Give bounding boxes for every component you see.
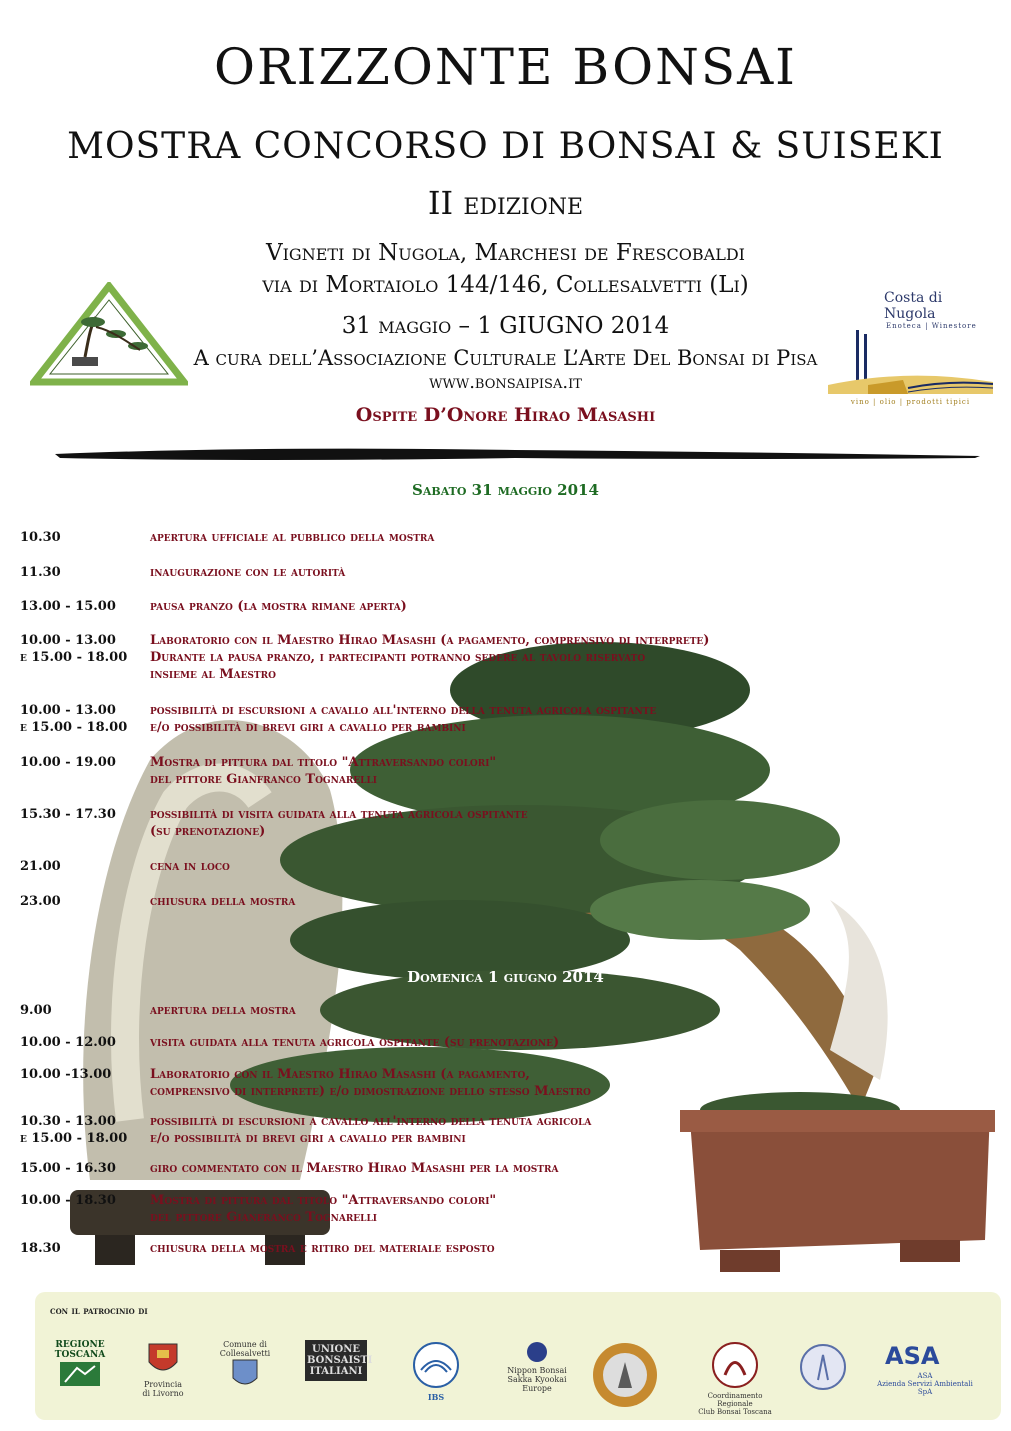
event-description: Mostra di pittura dal titolo "Attraversando colori" del pittore Gianfranco Tognarelli	[150, 1193, 497, 1225]
event-time: 11.30	[20, 565, 61, 580]
event-time: 10.00 - 13.00 e 15.00 - 18.00	[20, 703, 128, 735]
dates: 31 maggio – 1 GIUGNO 2014	[341, 313, 670, 339]
event-description: apertura ufficiale al pubblico della mostra	[150, 530, 435, 545]
sponsor-name: ASA Azienda Servizi Ambientali SpA	[877, 1372, 973, 1396]
event-time: 21.00	[20, 859, 61, 874]
event-time: 13.00 - 15.00	[20, 599, 116, 614]
event-time: 10.00 -13.00	[20, 1067, 112, 1082]
sponsor-regione-toscana	[50, 1340, 110, 1390]
sponsor-provincia-livorno	[138, 1340, 188, 1398]
sponsor-coordinamento-toscana	[690, 1340, 780, 1416]
costa-di-nugola-logo	[828, 290, 993, 406]
event-description: Laboratorio con il Maestro Hirao Masashi (a pagamento, comprensivo di interprete) e/o dimostrazione dello stesso Maestro	[150, 1067, 591, 1099]
aias-logo-icon	[590, 1340, 660, 1410]
event-description: giro commentato con il Maestro Hirao Masashi per la mostra	[150, 1161, 559, 1176]
event-time: 23.00	[20, 894, 61, 909]
sponsor-unione-bonsaisti	[305, 1340, 373, 1381]
event-description: possibilità di escursioni a cavallo all'interno della tenuta agricola ospitante e/o possibilità di brevi giri a cavallo per bambini	[150, 703, 657, 735]
event-time: 15.30 - 17.30	[20, 807, 116, 822]
saturday-heading: Sabato 31 maggio 2014	[412, 481, 599, 499]
event-description: visita guidata alla tenuta agricola ospitante (su prenotazione)	[150, 1035, 560, 1050]
sponsor-comune-collesalvetti	[218, 1340, 272, 1392]
sponsor-asa	[875, 1340, 975, 1396]
event-time: 18.30	[20, 1241, 61, 1256]
event-time: 10.30	[20, 530, 61, 545]
event-time: 9.00	[20, 1003, 52, 1018]
sponsor-name: Comune di Collesalvetti	[219, 1340, 271, 1358]
sponsor-nippon-bonsai	[502, 1340, 572, 1393]
patronage-label: con il patrocinio di	[50, 1306, 148, 1317]
svg-text:ASA: ASA	[885, 1342, 940, 1370]
sponsor-name: Nippon Bonsai Sakka Kyookai Europe	[507, 1366, 567, 1393]
event-description: Laboratorio con il Maestro Hirao Masashi (a pagamento, comprensivo di interprete) Durante la pausa pranzo, i partecipanti potranno sedere al tavolo riservato insieme al Maestro	[150, 633, 710, 682]
coat-of-arms-icon	[143, 1340, 183, 1378]
ibs-logo-icon	[403, 1340, 469, 1390]
sunday-heading: Domenica 1 giugno 2014	[407, 968, 604, 986]
website[interactable]: www.bonsaipisa.it	[429, 372, 582, 393]
poster-subtitle: MOSTRA CONCORSO DI BONSAI & SUISEKI	[67, 126, 944, 167]
sponsor-badge	[795, 1340, 851, 1396]
event-description: pausa pranzo (la mostra rimane aperta)	[150, 599, 407, 614]
bonsai-triangle-logo	[30, 282, 188, 387]
event-description: cena in loco	[150, 859, 230, 874]
sponsor-aias	[585, 1340, 665, 1412]
event-description: inaugurazione con le autorità	[150, 565, 346, 580]
sponsor-ibs	[400, 1340, 472, 1402]
circular-badge-icon	[798, 1340, 848, 1394]
brush-divider	[55, 442, 980, 464]
event-time: 10.00 - 19.00	[20, 755, 116, 770]
nippon-logo-icon	[522, 1340, 552, 1364]
coordinamento-logo-icon	[710, 1340, 760, 1390]
sponsor-name: UNIONE BONSAISTI ITALIANI	[305, 1340, 367, 1381]
costa-landscape-icon	[828, 330, 993, 394]
event-time: 10.30 - 13.00 e 15.00 - 18.00	[20, 1114, 128, 1146]
pegasus-icon	[55, 1360, 105, 1388]
sponsor-name: Provincia di Livorno	[142, 1380, 184, 1398]
event-description: apertura della mostra	[150, 1003, 296, 1018]
poster-title: ORIZZONTE BONSAI	[214, 38, 797, 96]
event-description: Mostra di pittura dal titolo "Attraversando colori" del pittore Gianfranco Tognarelli	[150, 755, 497, 787]
address: via di Mortaiolo 144/146, Collesalvetti (Li)	[262, 272, 749, 298]
edition: II edizione	[427, 184, 584, 222]
costa-logo-title: Costa di Nugola	[884, 290, 943, 322]
sponsor-name: Coordinamento Regionale Club Bonsai Toscana	[698, 1392, 772, 1416]
event-time: 10.00 - 18.30	[20, 1193, 116, 1208]
event-description: possibilità di visita guidata alla tenuta agricola ospitante (su prenotazione)	[150, 807, 528, 839]
coat-of-arms-icon	[230, 1358, 260, 1390]
event-description: chiusura della mostra	[150, 894, 296, 909]
venue: Vigneti di Nugola, Marchesi de Frescobaldi	[266, 240, 745, 266]
event-time: 10.00 - 12.00	[20, 1035, 116, 1050]
asa-logo-icon	[880, 1340, 970, 1370]
sponsor-name: IBS	[427, 1392, 445, 1402]
guest-of-honor: Ospite D’Onore Hirao Masashi	[355, 404, 656, 426]
costa-logo-subtitle: Enoteca | Winestore	[886, 322, 977, 330]
event-time: 10.00 - 13.00 e 15.00 - 18.00	[20, 633, 128, 665]
costa-logo-footer: vino | olio | prodotti tipici	[850, 398, 971, 406]
event-description: chiusura della mostra e ritiro del materiale esposto	[150, 1241, 495, 1256]
event-description: possibilità di escursioni a cavallo all'interno della tenuta agricola e/o possibilità di brevi giri a cavallo per bambini	[150, 1114, 592, 1146]
event-time: 15.00 - 16.30	[20, 1161, 116, 1176]
sponsor-name: REGIONE TOSCANA	[54, 1340, 106, 1360]
organizer: A cura dell’Associazione Culturale L’Arte Del Bonsai di Pisa	[193, 346, 818, 370]
